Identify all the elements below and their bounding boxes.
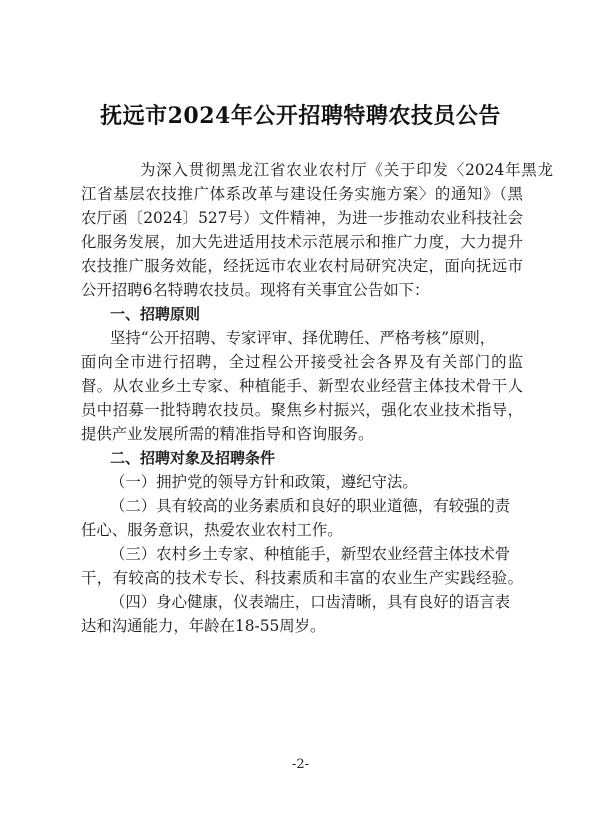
section-line: 员中招募一批特聘农技员。聚焦乡村振兴，强化农业技术指导， <box>81 401 523 419</box>
condition-item: （一）拥护党的领导方针和政策，遵纪守法。 <box>110 473 418 491</box>
section-heading: 二、招聘对象及招聘条件 <box>110 449 276 467</box>
condition-item: （二）具有较高的业务素质和良好的职业道德，有较强的责 <box>110 497 511 515</box>
intro-line: 公开招聘6名特聘农技员。现将有关事宜公告如下： <box>81 281 430 299</box>
condition-item: （四）身心健康，仪表端庄，口齿清晰，具有良好的语言表 <box>110 593 511 611</box>
page-number: -2- <box>291 757 310 772</box>
section-line: 坚持“公开招聘、专家评审、择优聘任、严格考核”原则， <box>110 329 496 347</box>
section-line: 督。从农业乡土专家、种植能手、新型农业经营主体技术骨干人 <box>81 377 523 395</box>
intro-line: 农厅函〔2024〕527号）文件精神，为进一步推动农业科技社会 <box>81 209 523 227</box>
condition-item: 任心、服务意识，热爱农业农村工作。 <box>81 521 343 539</box>
intro-line: 化服务发展，加大先进适用技术示范展示和推广力度，大力提升 <box>81 233 523 251</box>
section-line: 提供产业发展所需的精准指导和咨询服务。 <box>81 425 374 443</box>
intro-line: 江省基层农技推广体系改革与建设任务实施方案〉的通知》（黑 <box>81 185 523 203</box>
condition-item: 达和沟通能力，年龄在18-55周岁。 <box>81 617 326 635</box>
section-heading: 一、招聘原则 <box>110 305 201 323</box>
condition-item: （三）农村乡土专家、种植能手，新型农业经营主体技术骨 <box>110 545 511 563</box>
intro-line: 为深入贯彻黑龙江省农业农村厅《关于印发〈2024年黑龙 <box>140 161 553 179</box>
section-line: 面向全市进行招聘，全过程公开接受社会各界及有关部门的监 <box>81 353 523 371</box>
condition-item: 干，有较高的技术专长、科技素质和丰富的农业生产实践经验。 <box>81 569 523 587</box>
document-title: 抚远市2024年公开招聘特聘农技员公告 <box>100 103 501 129</box>
intro-line: 农技推广服务效能，经抚远市农业农村局研究决定，面向抚远市 <box>81 257 523 275</box>
